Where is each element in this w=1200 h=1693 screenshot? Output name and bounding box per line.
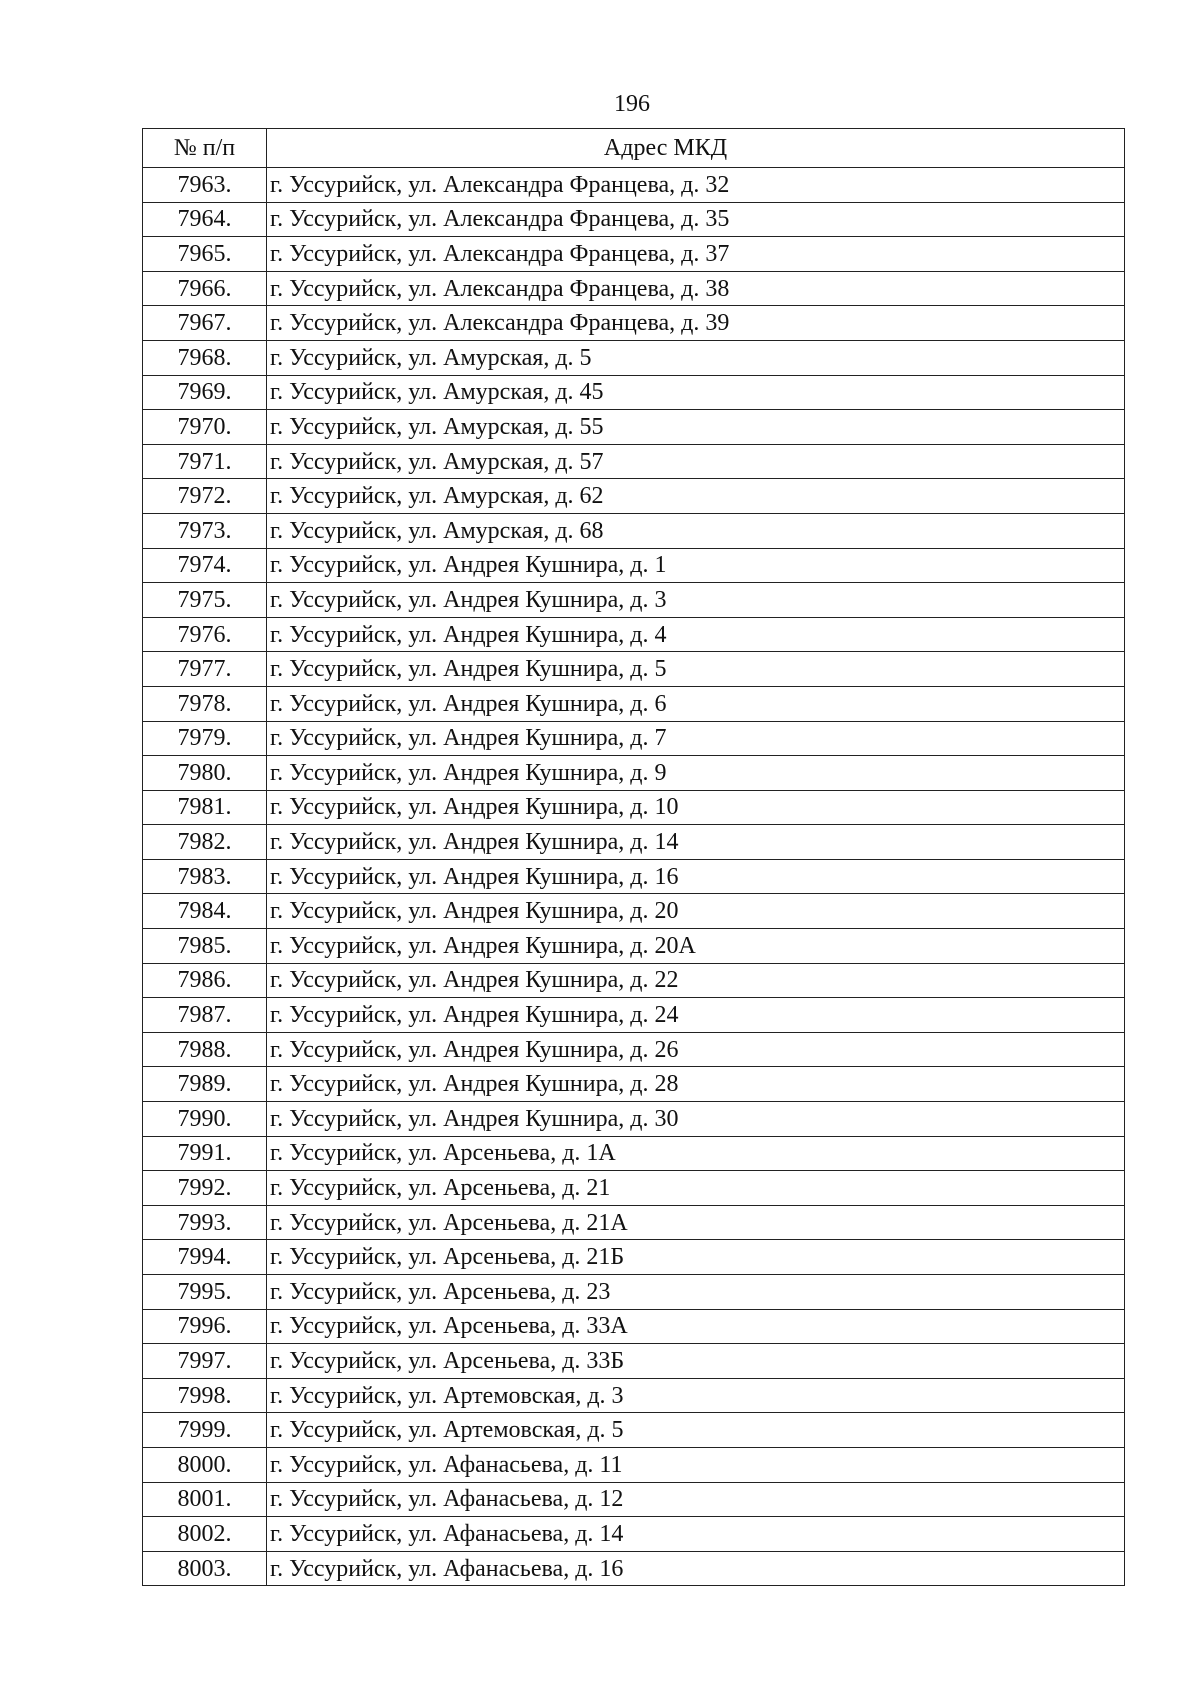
table-row <box>143 686 1125 721</box>
row-number: 7987. <box>143 998 267 1033</box>
row-address: г. Уссурийск, ул. Андрея Кушнира, д. 26 <box>267 1032 1125 1067</box>
row-address: г. Уссурийск, ул. Арсеньева, д. 33Б <box>267 1344 1125 1379</box>
table-row <box>143 548 1125 583</box>
row-address: г. Уссурийск, ул. Амурская, д. 62 <box>267 479 1125 514</box>
row-address: г. Уссурийск, ул. Амурская, д. 57 <box>267 444 1125 479</box>
table-row <box>143 513 1125 548</box>
table-row <box>143 1240 1125 1275</box>
mkd-address-table <box>142 128 1125 1586</box>
row-address: г. Уссурийск, ул. Андрея Кушнира, д. 10 <box>267 790 1125 825</box>
row-number: 7991. <box>143 1136 267 1171</box>
table-row <box>143 306 1125 341</box>
row-number: 7995. <box>143 1275 267 1310</box>
table-row <box>143 375 1125 410</box>
row-number: 7986. <box>143 963 267 998</box>
row-number: 7968. <box>143 340 267 375</box>
row-number: 7994. <box>143 1240 267 1275</box>
header-number: № п/п <box>143 129 267 168</box>
table-row <box>143 1032 1125 1067</box>
table-row <box>143 1171 1125 1206</box>
table-row <box>143 1551 1125 1586</box>
row-address: г. Уссурийск, ул. Афанасьева, д. 16 <box>267 1551 1125 1586</box>
row-number: 7977. <box>143 652 267 687</box>
row-number: 7973. <box>143 513 267 548</box>
row-number: 8002. <box>143 1517 267 1552</box>
table-row <box>143 583 1125 618</box>
row-address: г. Уссурийск, ул. Андрея Кушнира, д. 1 <box>267 548 1125 583</box>
table-body <box>143 168 1125 1586</box>
row-number: 7997. <box>143 1344 267 1379</box>
row-number: 7972. <box>143 479 267 514</box>
table-row <box>143 168 1125 203</box>
row-number: 7967. <box>143 306 267 341</box>
row-number: 7993. <box>143 1205 267 1240</box>
row-number: 7964. <box>143 202 267 237</box>
row-address: г. Уссурийск, ул. Афанасьева, д. 14 <box>267 1517 1125 1552</box>
row-address: г. Уссурийск, ул. Амурская, д. 68 <box>267 513 1125 548</box>
table-row <box>143 721 1125 756</box>
table-row <box>143 237 1125 272</box>
table-row <box>143 1378 1125 1413</box>
row-number: 7988. <box>143 1032 267 1067</box>
row-address: г. Уссурийск, ул. Андрея Кушнира, д. 9 <box>267 756 1125 791</box>
table-row <box>143 617 1125 652</box>
row-number: 7979. <box>143 721 267 756</box>
row-number: 7999. <box>143 1413 267 1448</box>
row-address: г. Уссурийск, ул. Арсеньева, д. 21Б <box>267 1240 1125 1275</box>
row-address: г. Уссурийск, ул. Андрея Кушнира, д. 7 <box>267 721 1125 756</box>
table-row <box>143 825 1125 860</box>
row-address: г. Уссурийск, ул. Артемовская, д. 5 <box>267 1413 1125 1448</box>
row-address: г. Уссурийск, ул. Александра Францева, д. 37 <box>267 237 1125 272</box>
table-row <box>143 859 1125 894</box>
table-header-row <box>143 129 1125 168</box>
row-number: 7996. <box>143 1309 267 1344</box>
table-row <box>143 1413 1125 1448</box>
row-number: 7971. <box>143 444 267 479</box>
row-address: г. Уссурийск, ул. Афанасьева, д. 12 <box>267 1482 1125 1517</box>
row-number: 7983. <box>143 859 267 894</box>
table-row <box>143 410 1125 445</box>
row-address: г. Уссурийск, ул. Арсеньева, д. 33А <box>267 1309 1125 1344</box>
row-number: 7974. <box>143 548 267 583</box>
table-row <box>143 652 1125 687</box>
table-row <box>143 1447 1125 1482</box>
table-row <box>143 963 1125 998</box>
row-address: г. Уссурийск, ул. Андрея Кушнира, д. 28 <box>267 1067 1125 1102</box>
row-address: г. Уссурийск, ул. Андрея Кушнира, д. 3 <box>267 583 1125 618</box>
row-address: г. Уссурийск, ул. Александра Францева, д. 32 <box>267 168 1125 203</box>
table-row <box>143 1102 1125 1137</box>
row-address: г. Уссурийск, ул. Александра Францева, д. 38 <box>267 271 1125 306</box>
table-row <box>143 479 1125 514</box>
table-row <box>143 1309 1125 1344</box>
table-row <box>143 1067 1125 1102</box>
row-address: г. Уссурийск, ул. Андрея Кушнира, д. 14 <box>267 825 1125 860</box>
table-row <box>143 1136 1125 1171</box>
row-address: г. Уссурийск, ул. Александра Францева, д. 35 <box>267 202 1125 237</box>
row-number: 7970. <box>143 410 267 445</box>
row-number: 7992. <box>143 1171 267 1206</box>
row-number: 7989. <box>143 1067 267 1102</box>
row-address: г. Уссурийск, ул. Амурская, д. 55 <box>267 410 1125 445</box>
row-number: 7984. <box>143 894 267 929</box>
row-number: 7969. <box>143 375 267 410</box>
row-address: г. Уссурийск, ул. Александра Францева, д. 39 <box>267 306 1125 341</box>
row-address: г. Уссурийск, ул. Андрея Кушнира, д. 16 <box>267 859 1125 894</box>
row-number: 7981. <box>143 790 267 825</box>
page-number: 196 <box>614 91 650 117</box>
table-row <box>143 998 1125 1033</box>
row-address: г. Уссурийск, ул. Афанасьева, д. 11 <box>267 1447 1125 1482</box>
table-row <box>143 1517 1125 1552</box>
row-number: 7990. <box>143 1102 267 1137</box>
table-row <box>143 340 1125 375</box>
row-address: г. Уссурийск, ул. Арсеньева, д. 23 <box>267 1275 1125 1310</box>
row-number: 8001. <box>143 1482 267 1517</box>
row-address: г. Уссурийск, ул. Андрея Кушнира, д. 4 <box>267 617 1125 652</box>
row-number: 7966. <box>143 271 267 306</box>
row-address: г. Уссурийск, ул. Андрея Кушнира, д. 24 <box>267 998 1125 1033</box>
row-number: 7976. <box>143 617 267 652</box>
table-row <box>143 790 1125 825</box>
row-address: г. Уссурийск, ул. Арсеньева, д. 21 <box>267 1171 1125 1206</box>
row-number: 7998. <box>143 1378 267 1413</box>
row-number: 7985. <box>143 929 267 964</box>
row-address: г. Уссурийск, ул. Андрея Кушнира, д. 5 <box>267 652 1125 687</box>
row-address: г. Уссурийск, ул. Амурская, д. 45 <box>267 375 1125 410</box>
table-row <box>143 271 1125 306</box>
row-address: г. Уссурийск, ул. Арсеньева, д. 21А <box>267 1205 1125 1240</box>
row-number: 7965. <box>143 237 267 272</box>
row-address: г. Уссурийск, ул. Амурская, д. 5 <box>267 340 1125 375</box>
table-header <box>143 129 1125 168</box>
table-row <box>143 1344 1125 1379</box>
row-address: г. Уссурийск, ул. Артемовская, д. 3 <box>267 1378 1125 1413</box>
table-row <box>143 1275 1125 1310</box>
row-number: 8000. <box>143 1447 267 1482</box>
row-address: г. Уссурийск, ул. Андрея Кушнира, д. 6 <box>267 686 1125 721</box>
table-row <box>143 1482 1125 1517</box>
row-number: 8003. <box>143 1551 267 1586</box>
table-row <box>143 202 1125 237</box>
table-row <box>143 894 1125 929</box>
row-number: 7975. <box>143 583 267 618</box>
table-row <box>143 756 1125 791</box>
row-number: 7963. <box>143 168 267 203</box>
row-address: г. Уссурийск, ул. Андрея Кушнира, д. 20 <box>267 894 1125 929</box>
row-address: г. Уссурийск, ул. Андрея Кушнира, д. 30 <box>267 1102 1125 1137</box>
row-number: 7978. <box>143 686 267 721</box>
row-address: г. Уссурийск, ул. Андрея Кушнира, д. 20А <box>267 929 1125 964</box>
table-row <box>143 929 1125 964</box>
table-row <box>143 1205 1125 1240</box>
row-address: г. Уссурийск, ул. Арсеньева, д. 1А <box>267 1136 1125 1171</box>
row-number: 7980. <box>143 756 267 791</box>
row-address: г. Уссурийск, ул. Андрея Кушнира, д. 22 <box>267 963 1125 998</box>
row-number: 7982. <box>143 825 267 860</box>
table-row <box>143 444 1125 479</box>
header-address: Адрес МКД <box>267 129 1125 168</box>
